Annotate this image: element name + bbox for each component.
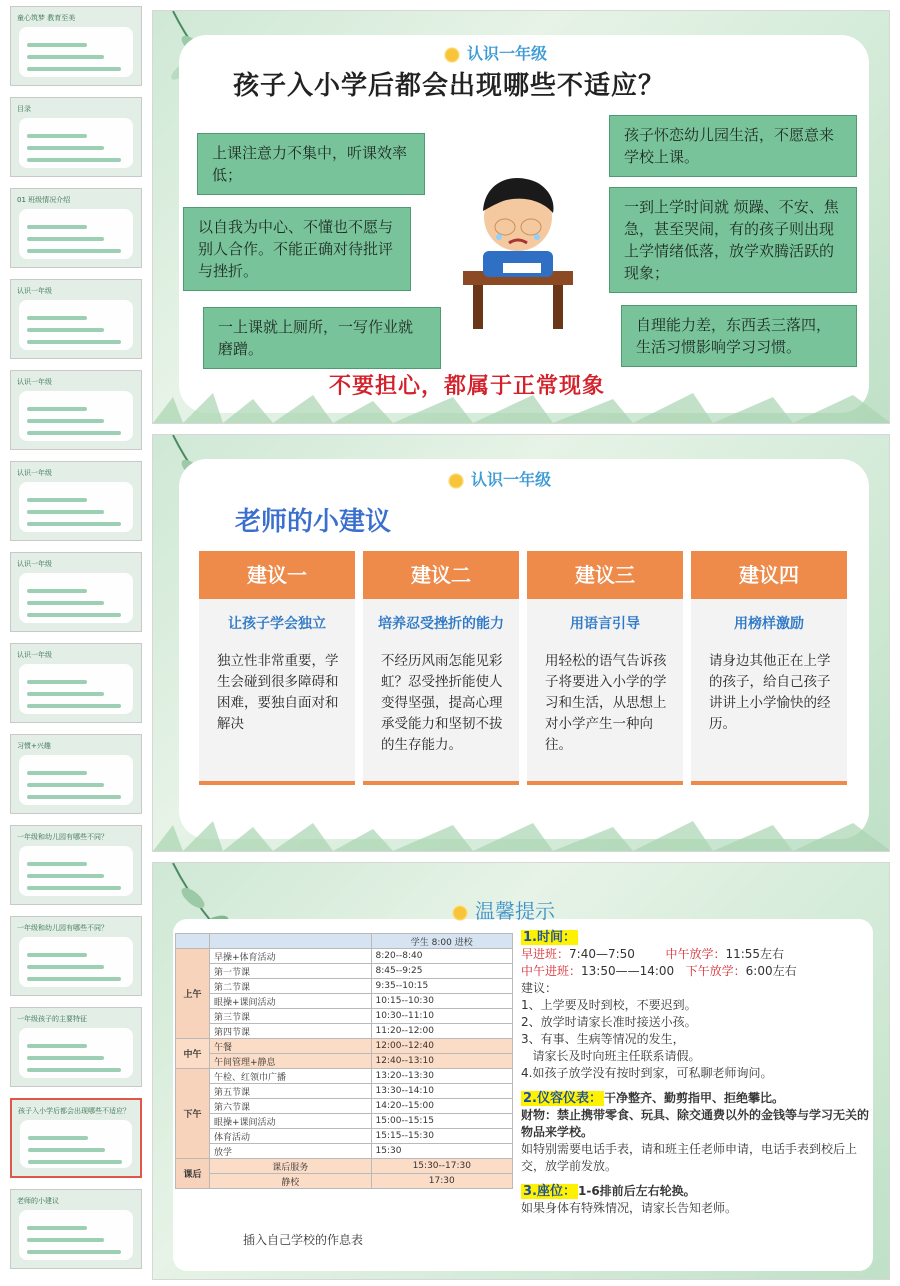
schedule-cell: 15:15--15:30	[371, 1129, 512, 1144]
schedule-cell: 早操+体育活动	[210, 949, 372, 964]
schedule-table	[175, 933, 513, 1189]
schedule-cell: 第一节课	[210, 964, 372, 979]
slide-maladaptation[interactable]	[152, 10, 890, 424]
thumbnail-line	[27, 43, 87, 47]
thumbnail-title: 认识一年级	[17, 378, 52, 386]
schedule-cell: 放学	[210, 1144, 372, 1159]
thumbnail-title: 认识一年级	[17, 287, 52, 295]
callout-attention: 上课注意力不集中，听课效率低；	[197, 133, 425, 195]
schedule-cell: 15:00--15:15	[371, 1114, 512, 1129]
pm-out-time: 6:00左右	[745, 964, 797, 978]
suggestion-card-1	[199, 551, 355, 785]
slide-thumbnail[interactable]	[10, 734, 142, 814]
schedule-row	[176, 1144, 513, 1159]
thumbnail-line	[27, 225, 87, 229]
segment-label: 上午	[176, 949, 210, 1039]
schedule-cell: 静校	[210, 1174, 372, 1189]
suggestion-text: 不经历风雨怎能见彩虹？忍受挫折能使人变得坚强，提高心理承受能力和坚韧不拔的生存能力。	[381, 653, 503, 753]
sun-icon	[447, 472, 465, 490]
schedule-row	[176, 1039, 513, 1054]
thumbnail-line	[27, 328, 104, 332]
schedule-cell: 眼操+课间活动	[210, 994, 372, 1009]
callout-self-centered: 以自我为中心、不懂也不愿与别人合作。不能正确对待批评与挫折。	[183, 207, 411, 291]
schedule-cell: 11:20--12:00	[371, 1024, 512, 1039]
suggestion-panel	[363, 599, 519, 785]
schedule-cell	[210, 934, 372, 949]
callout-anxiety: 一到上学时间就 烦躁、不安、焦急，甚至哭闹，有的孩子则出现上学情绪低落，放学欢腾活跃的现象；	[609, 187, 857, 293]
thumbnail-line	[28, 1160, 122, 1164]
schedule-cell: 12:00--12:40	[371, 1039, 512, 1054]
suggestion-subtitle: 让孩子学会独立	[228, 616, 326, 632]
suggestion-card-3	[527, 551, 683, 785]
reassure-message: 不要担心，都属于正常现象	[329, 374, 606, 399]
schedule-cell: 午间管理+静息	[210, 1054, 372, 1069]
grass-decoration-icon	[153, 387, 890, 423]
tips-panel	[521, 929, 873, 1225]
thumbnail-line	[27, 431, 121, 435]
slide-thumbnail[interactable]	[10, 370, 142, 450]
advice-item: 2、放学时请家长准时接送小孩。	[521, 1015, 697, 1029]
slide-thumbnail[interactable]	[10, 1007, 142, 1087]
schedule-cell: 午餐	[210, 1039, 372, 1054]
schedule-row	[176, 1174, 513, 1189]
schedule-row	[176, 1129, 513, 1144]
thumbnail-line	[27, 237, 104, 241]
suggestion-panel	[199, 599, 355, 785]
thumbnail-line	[27, 1068, 121, 1072]
tip-seat-heading: 3.座位：	[523, 1184, 576, 1199]
schedule-row	[176, 1024, 513, 1039]
slide-thumbnail[interactable]	[10, 97, 142, 177]
thumbnail-line	[27, 498, 87, 502]
am-in-label: 早进班：	[521, 947, 570, 961]
thumbnail-line	[27, 67, 121, 71]
schedule-cell: 15:30	[371, 1144, 512, 1159]
thumbnail-line	[27, 1226, 87, 1230]
tip-appearance-heading: 2.仪容仪表：	[523, 1091, 602, 1106]
advice-item: 请家长及时向班主任联系请假。	[521, 1049, 701, 1063]
thumbnail-title: 一年级孩子的主要特征	[17, 1015, 87, 1023]
schedule-row	[176, 994, 513, 1009]
thumbnail-line	[27, 340, 121, 344]
slide-thumbnail-strip	[8, 6, 144, 1280]
slide-thumbnail[interactable]	[10, 279, 142, 359]
thumbnail-title: 认识一年级	[17, 560, 52, 568]
section-badge: 认识一年级	[443, 41, 547, 64]
thumbnail-line	[27, 158, 121, 162]
schedule-cell: 眼操+课间活动	[210, 1114, 372, 1129]
thumbnail-title: 目录	[17, 105, 31, 113]
schedule-cell: 9:35--10:15	[371, 979, 512, 994]
slide-thumbnail[interactable]	[10, 825, 142, 905]
slide-thumbnail[interactable]	[10, 552, 142, 632]
schedule-row	[176, 1069, 513, 1084]
schedule-row	[176, 1054, 513, 1069]
schedule-cell: 12:40--13:10	[371, 1054, 512, 1069]
slide-title: 温馨提示	[451, 895, 555, 924]
suggestion-heading: 建议四	[691, 551, 847, 599]
thumbnail-line	[27, 601, 104, 605]
suggestion-card-4	[691, 551, 847, 785]
thumbnail-line	[27, 419, 104, 423]
advice-item: 1、上学要及时到校，不要迟到。	[521, 998, 697, 1012]
callout-toilet: 一上课就上厕所，一写作业就磨蹭。	[203, 307, 441, 369]
noon-in-time: 13:50——14:00	[581, 964, 675, 978]
segment-label: 下午	[176, 1069, 210, 1159]
noon-in-label: 中午进班：	[521, 964, 582, 978]
slide-title: 孩子入小学后都会出现哪些不适应？	[233, 71, 666, 101]
thumbnail-line	[27, 795, 121, 799]
advice-item: 4.如孩子放学没有按时到家，可私聊老师询问。	[521, 1066, 773, 1080]
thumbnail-line	[27, 316, 87, 320]
thumbnail-line	[27, 55, 104, 59]
schedule-cell: 第三节课	[210, 1009, 372, 1024]
thumbnail-line	[27, 680, 87, 684]
thumbnail-line	[27, 407, 87, 411]
thumbnail-line	[27, 1238, 104, 1242]
thumbnail-title: 孩子入小学后都会出现哪些不适应？	[18, 1107, 130, 1115]
thumbnail-line	[27, 862, 87, 866]
schedule-cell: 第六节课	[210, 1099, 372, 1114]
thumbnail-line	[27, 965, 104, 969]
thumbnail-title: 01 班级情况介绍	[17, 196, 71, 204]
schedule-cell: 课后服务	[210, 1159, 372, 1174]
noon-out-time: 11:55左右	[725, 947, 785, 961]
schedule-row	[176, 949, 513, 964]
schedule-cell: 10:15--10:30	[371, 994, 512, 1009]
thumbnail-title: 认识一年级	[17, 469, 52, 477]
slide-thumbnail[interactable]	[10, 1098, 142, 1178]
schedule-row	[176, 1009, 513, 1024]
grass-decoration-icon	[153, 815, 890, 851]
sun-icon	[443, 46, 461, 64]
slide-teacher-suggestions[interactable]	[152, 434, 890, 852]
slide-thumbnail[interactable]	[10, 461, 142, 541]
thumbnail-line	[27, 953, 87, 957]
schedule-caption: 插入自己学校的作息表	[243, 1233, 364, 1247]
schedule-cell: 8:45--9:25	[371, 964, 512, 979]
schedule-cell	[176, 934, 210, 949]
thumbnail-title: 老师的小建议	[17, 1197, 59, 1205]
slide-thumbnail[interactable]	[10, 1189, 142, 1269]
schedule-cell: 第五节课	[210, 1084, 372, 1099]
suggestion-subtitle: 培养忍受挫折的能力	[378, 616, 504, 632]
thumbnail-line	[27, 134, 87, 138]
thumbnail-line	[27, 510, 104, 514]
schedule-row	[176, 934, 513, 949]
suggestion-heading: 建议二	[363, 551, 519, 599]
schedule-row	[176, 979, 513, 994]
thumbnail-line	[27, 522, 121, 526]
slide-warm-tips[interactable]	[152, 862, 890, 1280]
thumbnail-line	[27, 704, 121, 708]
sun-icon	[451, 904, 469, 922]
suggestion-card-2	[363, 551, 519, 785]
thumbnail-title: 童心筑梦 教育至美	[17, 14, 76, 22]
tip-time-heading: 1.时间：	[523, 930, 576, 945]
slide-thumbnail[interactable]	[10, 188, 142, 268]
schedule-row	[176, 1084, 513, 1099]
slide-thumbnail[interactable]	[10, 916, 142, 996]
tip-appearance-text: 干净整齐、勤剪指甲、拒绝攀比。	[603, 1091, 784, 1105]
suggestion-panel	[691, 599, 847, 785]
schedule-cell: 8:20--8:40	[371, 949, 512, 964]
thumbnail-title: 认识一年级	[17, 651, 52, 659]
noon-out-label: 中午放学：	[665, 947, 726, 961]
thumbnail-title: 习惯+兴趣	[17, 742, 51, 750]
schedule-cell: 体育活动	[210, 1129, 372, 1144]
thumbnail-line	[27, 783, 104, 787]
schedule-cell: 13:20--13:30	[371, 1069, 512, 1084]
advice-label: 建议：	[521, 981, 558, 995]
callout-self-care: 自理能力差，东西丢三落四，生活习惯影响学习习惯。	[621, 305, 857, 367]
thumbnail-line	[27, 589, 87, 593]
thumbnail-line	[27, 1044, 87, 1048]
schedule-cell: 17:30	[371, 1174, 512, 1189]
am-in-time: 7:40—7:50	[569, 947, 635, 961]
slide-title: 老师的小建议	[235, 507, 392, 537]
schedule-cell: 第二节课	[210, 979, 372, 994]
suggestion-heading: 建议三	[527, 551, 683, 599]
advice-item: 3、有事、生病等情况的发生，	[521, 1032, 685, 1046]
schedule-row	[176, 964, 513, 979]
thumbnail-line	[28, 1148, 105, 1152]
segment-label: 中午	[176, 1039, 210, 1069]
thumbnail-line	[28, 1136, 88, 1140]
thumbnail-line	[27, 146, 104, 150]
schedule-cell: 10:30--11:10	[371, 1009, 512, 1024]
thumbnail-line	[27, 874, 104, 878]
slide-thumbnail[interactable]	[10, 643, 142, 723]
suggestion-heading: 建议一	[199, 551, 355, 599]
tip-belongings-text: 财物：禁止携带零食、玩具、除交通费以外的金钱等与学习无关的物品来学校。	[521, 1108, 870, 1139]
suggestion-subtitle: 用语言引导	[570, 616, 640, 632]
suggestion-text: 请身边其他正在上学的孩子，给自己孩子讲讲上小学愉快的经历。	[709, 653, 831, 732]
schedule-cell: 第四节课	[210, 1024, 372, 1039]
suggestion-subtitle: 用榜样激励	[734, 616, 804, 632]
thumbnail-line	[27, 1250, 121, 1254]
section-badge: 认识一年级	[447, 467, 551, 490]
suggestion-panel	[527, 599, 683, 785]
tip-seat-more: 如果身体有特殊情况，请家长告知老师。	[521, 1201, 738, 1215]
thumbnail-title: 一年级和幼儿园有哪些不同？	[17, 924, 108, 932]
thumbnail-line	[27, 771, 87, 775]
segment-label: 课后	[176, 1159, 210, 1189]
thumbnail-line	[27, 613, 121, 617]
schedule-row	[176, 1114, 513, 1129]
suggestion-text: 用轻松的语气告诉孩子将要进入小学的学习和生活，从思想上对小学产生一种向往。	[545, 653, 667, 753]
tip-seat-text: 1-6排前后左右轮换。	[577, 1184, 696, 1198]
schedule-row	[176, 1099, 513, 1114]
tip-phone-text: 如特别需要电话手表，请和班主任老师申请，电话手表到校后上交，放学前发放。	[521, 1142, 858, 1173]
schedule-row	[176, 1159, 513, 1174]
schedule-cell: 午检、红领巾广播	[210, 1069, 372, 1084]
crying-child-illustration	[443, 161, 593, 331]
pm-out-label: 下午放学：	[685, 964, 746, 978]
schedule-cell: 15:30--17:30	[371, 1159, 512, 1174]
thumbnail-line	[27, 886, 121, 890]
slide-thumbnail[interactable]	[10, 6, 142, 86]
thumbnail-title: 一年级和幼儿园有哪些不同？	[17, 833, 108, 841]
callout-miss-kindergarten: 孩子怀恋幼儿园生活，不愿意来学校上课。	[609, 115, 857, 177]
thumbnail-line	[27, 692, 104, 696]
suggestion-text: 独立性非常重要，学生会碰到很多障碍和困难，要独自面对和解决	[217, 653, 339, 732]
schedule-cell: 13:30--14:10	[371, 1084, 512, 1099]
thumbnail-line	[27, 1056, 104, 1060]
thumbnail-line	[27, 977, 121, 981]
thumbnail-line	[27, 249, 121, 253]
schedule-cell: 14:20--15:00	[371, 1099, 512, 1114]
schedule-header: 学生 8:00 进校	[371, 934, 512, 949]
